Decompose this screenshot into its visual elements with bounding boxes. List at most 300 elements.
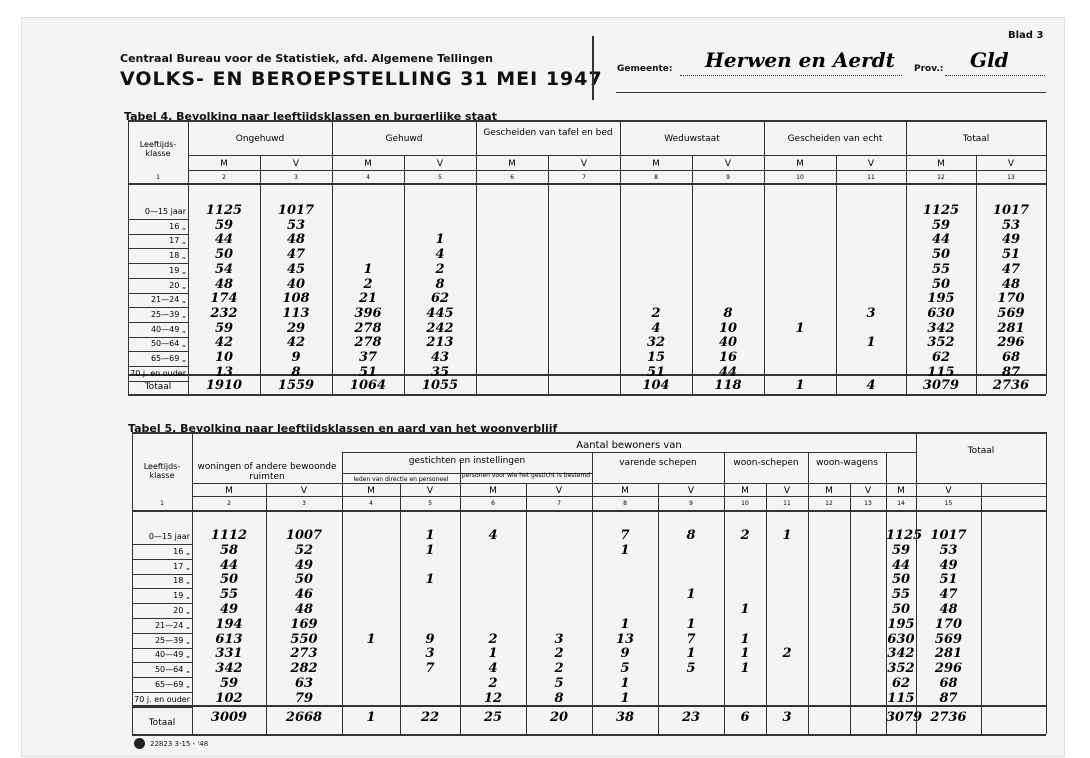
t5-value: 1 [425,542,435,558]
t5-col-line [981,483,982,734]
t5-group-header: woon-wagens [816,458,878,468]
t5-value: 49 [294,557,314,573]
t5-value: 44 [891,557,911,573]
t4-value: 630 [927,305,955,321]
t5-value: 59 [219,676,239,691]
t5-col-number: 4 [369,500,373,507]
t5-row-rule [132,677,192,678]
t4-sex-label: M [220,159,228,169]
t5-col-line [400,483,401,734]
gemeente-underline [680,75,902,76]
t4-value: 1017 [992,203,1030,218]
t4-sex-label: M [364,159,372,169]
print-code: 22823 3-15 - '48 [150,740,209,748]
t5-row-rule [132,692,192,693]
t5-value: 52 [294,542,314,558]
t4-value: 296 [997,335,1025,351]
t5-value: 342 [887,646,915,662]
t4-value: 10 [214,350,234,365]
t5-value: 195 [887,616,915,632]
t5-sex-label: V [555,486,563,496]
t4-value: 35 [430,364,450,380]
t5-value: 569 [934,631,963,647]
t4-col-number: 11 [867,174,875,181]
t4-value: 43 [430,350,450,365]
t5-col-line [850,483,851,734]
t5-value: 1 [425,528,435,543]
t4-value: 2 [435,261,445,277]
t4-value: 1125 [922,203,960,218]
t5-value: 48 [939,602,958,617]
t4-total-value: 1 [795,378,805,393]
t4-group-rule [188,155,1046,156]
t5-value: 50 [294,572,314,588]
t5-value: 63 [294,676,314,691]
t5-value: 1 [620,676,630,691]
t5-age-label: 65—69 „ [154,680,190,689]
t4-value: 2 [363,276,373,292]
t4-value: 48 [214,276,234,292]
t5-col-number: 3 [302,500,306,507]
t5-value: 1 [686,587,696,603]
t4-value: 170 [997,291,1025,307]
t5-group-rule [192,483,1046,484]
t4-value: 59 [214,320,234,336]
t4-col-line [1046,120,1047,394]
t4-value: 49 [1001,232,1021,248]
t4-age-label: 20 „ [169,280,186,290]
t5-value: 53 [939,542,958,558]
t5-value: 47 [939,587,958,603]
t4-sex-label: M [796,159,804,169]
t4-total-value: 104 [642,378,670,393]
t4-row-rule [128,307,188,308]
t5-col-line [766,483,767,734]
t5-total-label: Totaal [148,718,176,728]
t5-age-label: 70 j. en ouder [134,694,190,704]
t4-group-header: Ongehuwd [235,134,285,144]
t4-age-label: 16 „ [169,221,186,231]
t5-value: 46 [294,587,314,603]
t5-value: 102 [215,690,243,706]
t5-value: 1 [488,646,498,662]
t5-age-label: 20 „ [173,606,190,615]
t5-col-number: 15 [944,500,953,507]
t4-group-header: Weduwstaat [664,134,720,144]
header-rule [616,92,1046,93]
t5-value: 1 [425,572,435,588]
t4-value: 32 [646,335,666,351]
t5-col-number: 14 [897,500,905,507]
t5-row-rule [132,574,192,575]
t5-value: 50 [219,572,239,588]
t4-total-value: 1559 [277,378,315,393]
t5-value: 62 [891,676,911,691]
t4-value: 352 [927,335,955,351]
t5-value: 48 [294,602,314,617]
t5-row-rule [132,603,192,604]
t4-value: 51 [646,364,666,380]
t4-value: 53 [286,217,306,233]
t5-sex-label: M [741,486,749,496]
t5-value: 8 [686,528,696,543]
t4-value: 9 [291,350,301,365]
t4-age-label: 21—24 „ [150,295,186,305]
t5-top-header: Aantal bewoners van [576,440,682,451]
prov-underline [945,75,1045,76]
t4-bottom-rule [128,394,1046,396]
t4-value: 50 [214,247,234,263]
t4-age-label: 25—39 „ [150,309,186,319]
printer-logo-icon [134,738,145,749]
t4-col-number: 6 [510,174,514,181]
t4-value: 113 [282,305,310,321]
t5-col-number: 12 [825,500,833,507]
t5-value: 2 [740,528,750,543]
t4-value: 50 [931,276,951,292]
t5-col-number: 7 [557,500,561,507]
t5-total-value: 22 [420,710,440,725]
t5-value: 1 [366,631,376,647]
t4-value: 2 [651,305,661,321]
t4-total-value: 2736 [992,378,1030,393]
institution-name: Centraal Bureau voor de Statistiek, afd. Algemene Tellingen [120,52,493,65]
t4-age-label: 65—69 „ [150,354,186,363]
t5-value: 281 [934,646,963,662]
t5-age-label: 40—49 „ [154,650,190,660]
t5-total-value: 20 [549,710,569,725]
t5-top-rule [132,432,1046,434]
t4-col-number: 10 [796,174,804,181]
t5-sub-header-directie: leden van directie en personeel [353,476,449,483]
t5-value: 1 [740,602,750,617]
t4-value: 44 [214,232,234,248]
t5-row-rule [132,707,192,708]
t5-sex-rule [192,496,1046,497]
t5-value: 1 [620,690,630,706]
t4-value: 195 [927,291,955,307]
t5-age-label: 17 „ [173,561,190,571]
t5-value: 49 [219,602,239,617]
t5-value: 2 [554,661,564,677]
t5-value: 68 [939,676,958,691]
t4-value: 108 [282,291,310,307]
t5-value: 55 [891,587,911,603]
t4-value: 1 [435,232,445,248]
table4-title: Tabel 4. Bevolking naar leeftijdsklassen en burgerlijke staat [124,110,497,123]
t5-value: 170 [934,616,963,632]
t5-value: 55 [219,587,239,603]
t5-value: 1 [620,542,630,558]
t5-group-header: woon-schepen [733,458,799,468]
t5-value: 115 [887,690,915,706]
t4-value: 40 [286,276,306,292]
t4-value: 8 [435,276,445,292]
t5-value: 273 [290,646,318,662]
t4-group-header: Gehuwd [385,134,423,144]
t4-row-rule [128,293,188,294]
t4-value: 62 [430,291,450,307]
t5-group-header: woningen of andere bewoonde ruimten [197,462,337,482]
t4-value: 569 [997,305,1025,321]
t4-value: 21 [358,291,378,307]
t4-age-header: Leeftijds-klasse [139,140,177,158]
t5-value: 49 [939,557,958,573]
t5-value: 9 [425,631,435,647]
t5-value: 5 [620,661,630,677]
t4-sex-label: M [937,159,945,169]
t4-age-label: 19 „ [169,265,186,275]
t4-value: 45 [286,261,306,277]
t4-value: 62 [931,350,951,365]
t5-col-number: 13 [864,500,872,507]
t4-total-value: 1910 [205,378,243,393]
gemeente-value: Herwen en Aerdt [705,48,895,72]
t5-group-header: varende schepen [619,458,697,468]
t5-sex-label: M [621,486,629,496]
t5-age-label: 19 „ [173,591,190,601]
t4-value: 8 [291,364,301,380]
t5-value: 4 [488,528,498,543]
t4-sex-label: M [652,159,660,169]
t5-value: 3 [554,631,564,647]
t4-row-rule [128,337,188,338]
t4-value: 53 [1001,217,1021,233]
t4-age-label: 18 „ [169,251,186,261]
t4-value: 115 [927,364,955,380]
t4-value: 40 [718,335,738,351]
t5-total-value: 2736 [930,710,967,725]
t5-row-rule [132,544,192,545]
t4-value: 48 [286,232,306,248]
t4-group-header: Gescheiden van echt [787,134,883,144]
t4-col-number: 12 [937,174,945,181]
t4-col-number: 8 [654,174,658,181]
t5-value: 331 [215,646,243,662]
t4-value: 445 [426,305,454,321]
t5-value: 630 [887,631,915,647]
t5-value: 1 [686,646,696,662]
t5-value: 194 [215,616,243,632]
t5-value: 550 [290,631,318,647]
prov-label: Prov.: [914,64,944,74]
t4-sex-label: V [724,159,732,169]
t4-col-number: 2 [222,174,226,181]
t5-row-rule [132,588,192,589]
t5-value: 13 [615,631,635,647]
t4-value: 396 [354,305,382,321]
t5-age-header: Leeftijds-klasse [143,462,181,480]
t4-age-label: 0—15 jaar [144,207,186,216]
t5-col-number: 5 [428,500,432,507]
t5-sex-label: V [864,486,872,496]
t5-value: 1017 [930,528,967,543]
t4-value: 47 [286,247,306,263]
t5-value: 296 [934,661,963,677]
t4-row-rule [128,234,188,235]
t4-sex-rule [188,170,1046,171]
t4-row-rule [128,263,188,264]
t4-age-label: 40—49 „ [150,324,186,334]
t4-row-rule [128,366,188,367]
t4-col-number: 13 [1007,174,1015,181]
t4-value: 213 [426,335,454,351]
t5-sex-label: M [897,486,905,496]
t5-total-value: 6 [740,710,750,725]
t4-value: 10 [718,320,738,336]
t5-col-number: 9 [689,500,693,507]
t5-value: 352 [887,661,915,677]
t4-sex-label: V [580,159,588,169]
t4-value: 281 [997,320,1025,336]
t5-age-label: 21—24 „ [154,620,190,630]
t5-sub-header-bestemd: personen voor wie het gesticht is bestemd [461,472,591,479]
t5-value: 282 [290,661,318,677]
t4-value: 1 [866,335,876,351]
t4-value: 47 [1001,261,1021,277]
t4-value: 278 [354,335,382,351]
t5-value: 87 [939,690,958,706]
t4-value: 1017 [277,203,315,218]
t5-value: 58 [219,542,239,558]
t5-value: 2 [782,646,792,662]
t4-value: 54 [214,261,234,277]
t4-value: 51 [1001,247,1021,263]
t5-value: 44 [219,557,239,573]
t5-value: 1 [740,661,750,677]
t4-value: 242 [426,320,454,336]
t5-value: 7 [425,661,435,677]
t5-sex-label: V [945,486,952,496]
t5-age-label: 0—15 jaar [148,532,190,541]
t5-col-number: 11 [783,500,791,507]
t5-group-header: gestichten en instellingen [408,456,526,466]
t5-sex-label: M [367,486,375,496]
t4-value: 55 [931,261,951,277]
t4-value: 1 [795,320,805,336]
t5-row-rule [132,633,192,634]
t4-total-label: Totaal [144,382,172,392]
t5-group-header: Totaal [967,446,995,456]
t5-sex-label: V [783,486,791,496]
t5-value: 613 [215,631,243,647]
t4-value: 50 [931,247,951,263]
t4-row-rule [128,248,188,249]
t4-colnum-rule [128,183,1046,185]
t4-value: 1125 [205,203,243,218]
t4-sex-label: V [1007,159,1015,169]
t5-col-number: 8 [623,500,627,507]
t5-row-rule [132,648,192,649]
t4-col-number: 7 [582,174,586,181]
t4-col-number: 5 [438,174,442,181]
t5-col-number: 10 [741,500,749,507]
t5-value: 1 [740,646,750,662]
t5-value: 50 [891,572,911,588]
t4-value: 342 [927,320,955,336]
t4-value: 8 [723,305,733,321]
t4-sex-label: V [292,159,300,169]
t5-col-number: 2 [227,500,231,507]
t5-value: 1007 [285,528,323,543]
t5-sex-label: V [426,486,434,496]
t4-col-number: 3 [294,174,298,181]
t5-value: 7 [686,631,696,647]
t4-group-header: Gescheiden van tafel en bed [483,128,613,138]
t5-total-value: 25 [483,710,503,725]
t5-sex-label: M [489,486,497,496]
t5-col-number: 6 [491,500,495,507]
sheet-number: Blad 3 [1008,30,1044,41]
t4-value: 51 [358,364,378,380]
t5-row-rule [132,618,192,619]
t4-value: 59 [214,217,234,233]
t5-value: 5 [686,661,696,677]
t4-value: 4 [651,320,661,336]
t5-value: 7 [620,528,630,543]
t5-age-label: 18 „ [173,576,190,586]
t4-value: 174 [210,291,238,307]
t4-row-rule [128,322,188,323]
t4-value: 42 [286,335,306,351]
t4-value: 59 [931,217,951,233]
t4-value: 15 [646,350,666,365]
t4-total-value: 118 [714,378,742,393]
t4-sex-label: M [508,159,516,169]
t4-col-line [548,155,549,394]
t5-value: 50 [891,602,911,617]
t4-value: 42 [214,335,234,351]
t4-value: 87 [1001,364,1021,380]
t5-value: 51 [939,572,958,588]
t5-row-rule [132,559,192,560]
t5-value: 1125 [886,528,923,543]
t4-age-label: 50—64 „ [150,339,186,349]
t5-total-value: 3 [782,710,792,725]
t4-value: 29 [286,320,306,336]
t5-value: 4 [488,661,498,677]
t5-total-value: 2668 [285,710,323,725]
t4-value: 232 [210,305,238,321]
t4-row-rule [128,219,188,220]
t5-value: 3 [425,646,435,662]
t4-col-number: 9 [726,174,730,181]
gemeente-label: Gemeente: [617,64,673,74]
t5-value: 1 [686,616,696,632]
t4-value: 1 [363,261,373,277]
t5-value: 342 [215,661,243,677]
t5-sex-label: M [225,486,233,496]
t4-value: 278 [354,320,382,336]
t5-value: 59 [891,542,911,558]
t5-col-line [658,483,659,734]
t4-total-value: 1055 [421,378,459,393]
t5-total-value: 3009 [210,710,248,725]
t4-group-header: Totaal [962,134,990,144]
table5-title: Tabel 5. Bevolking naar leeftijdsklassen en aard van het woonverblijf [128,422,558,435]
t4-col-number: 1 [156,174,160,181]
t5-value: 2 [554,646,564,662]
t4-value: 4 [435,247,445,263]
t5-col-number: 1 [160,500,164,507]
t5-age-label: 16 „ [173,546,190,556]
t5-total-value: 23 [681,710,701,725]
t4-col-line [836,155,837,394]
t5-total-value: 3079 [886,710,923,725]
t4-total-value: 1064 [349,378,387,393]
t5-age-label: 25—39 „ [154,635,190,645]
t4-value: 68 [1001,350,1021,365]
